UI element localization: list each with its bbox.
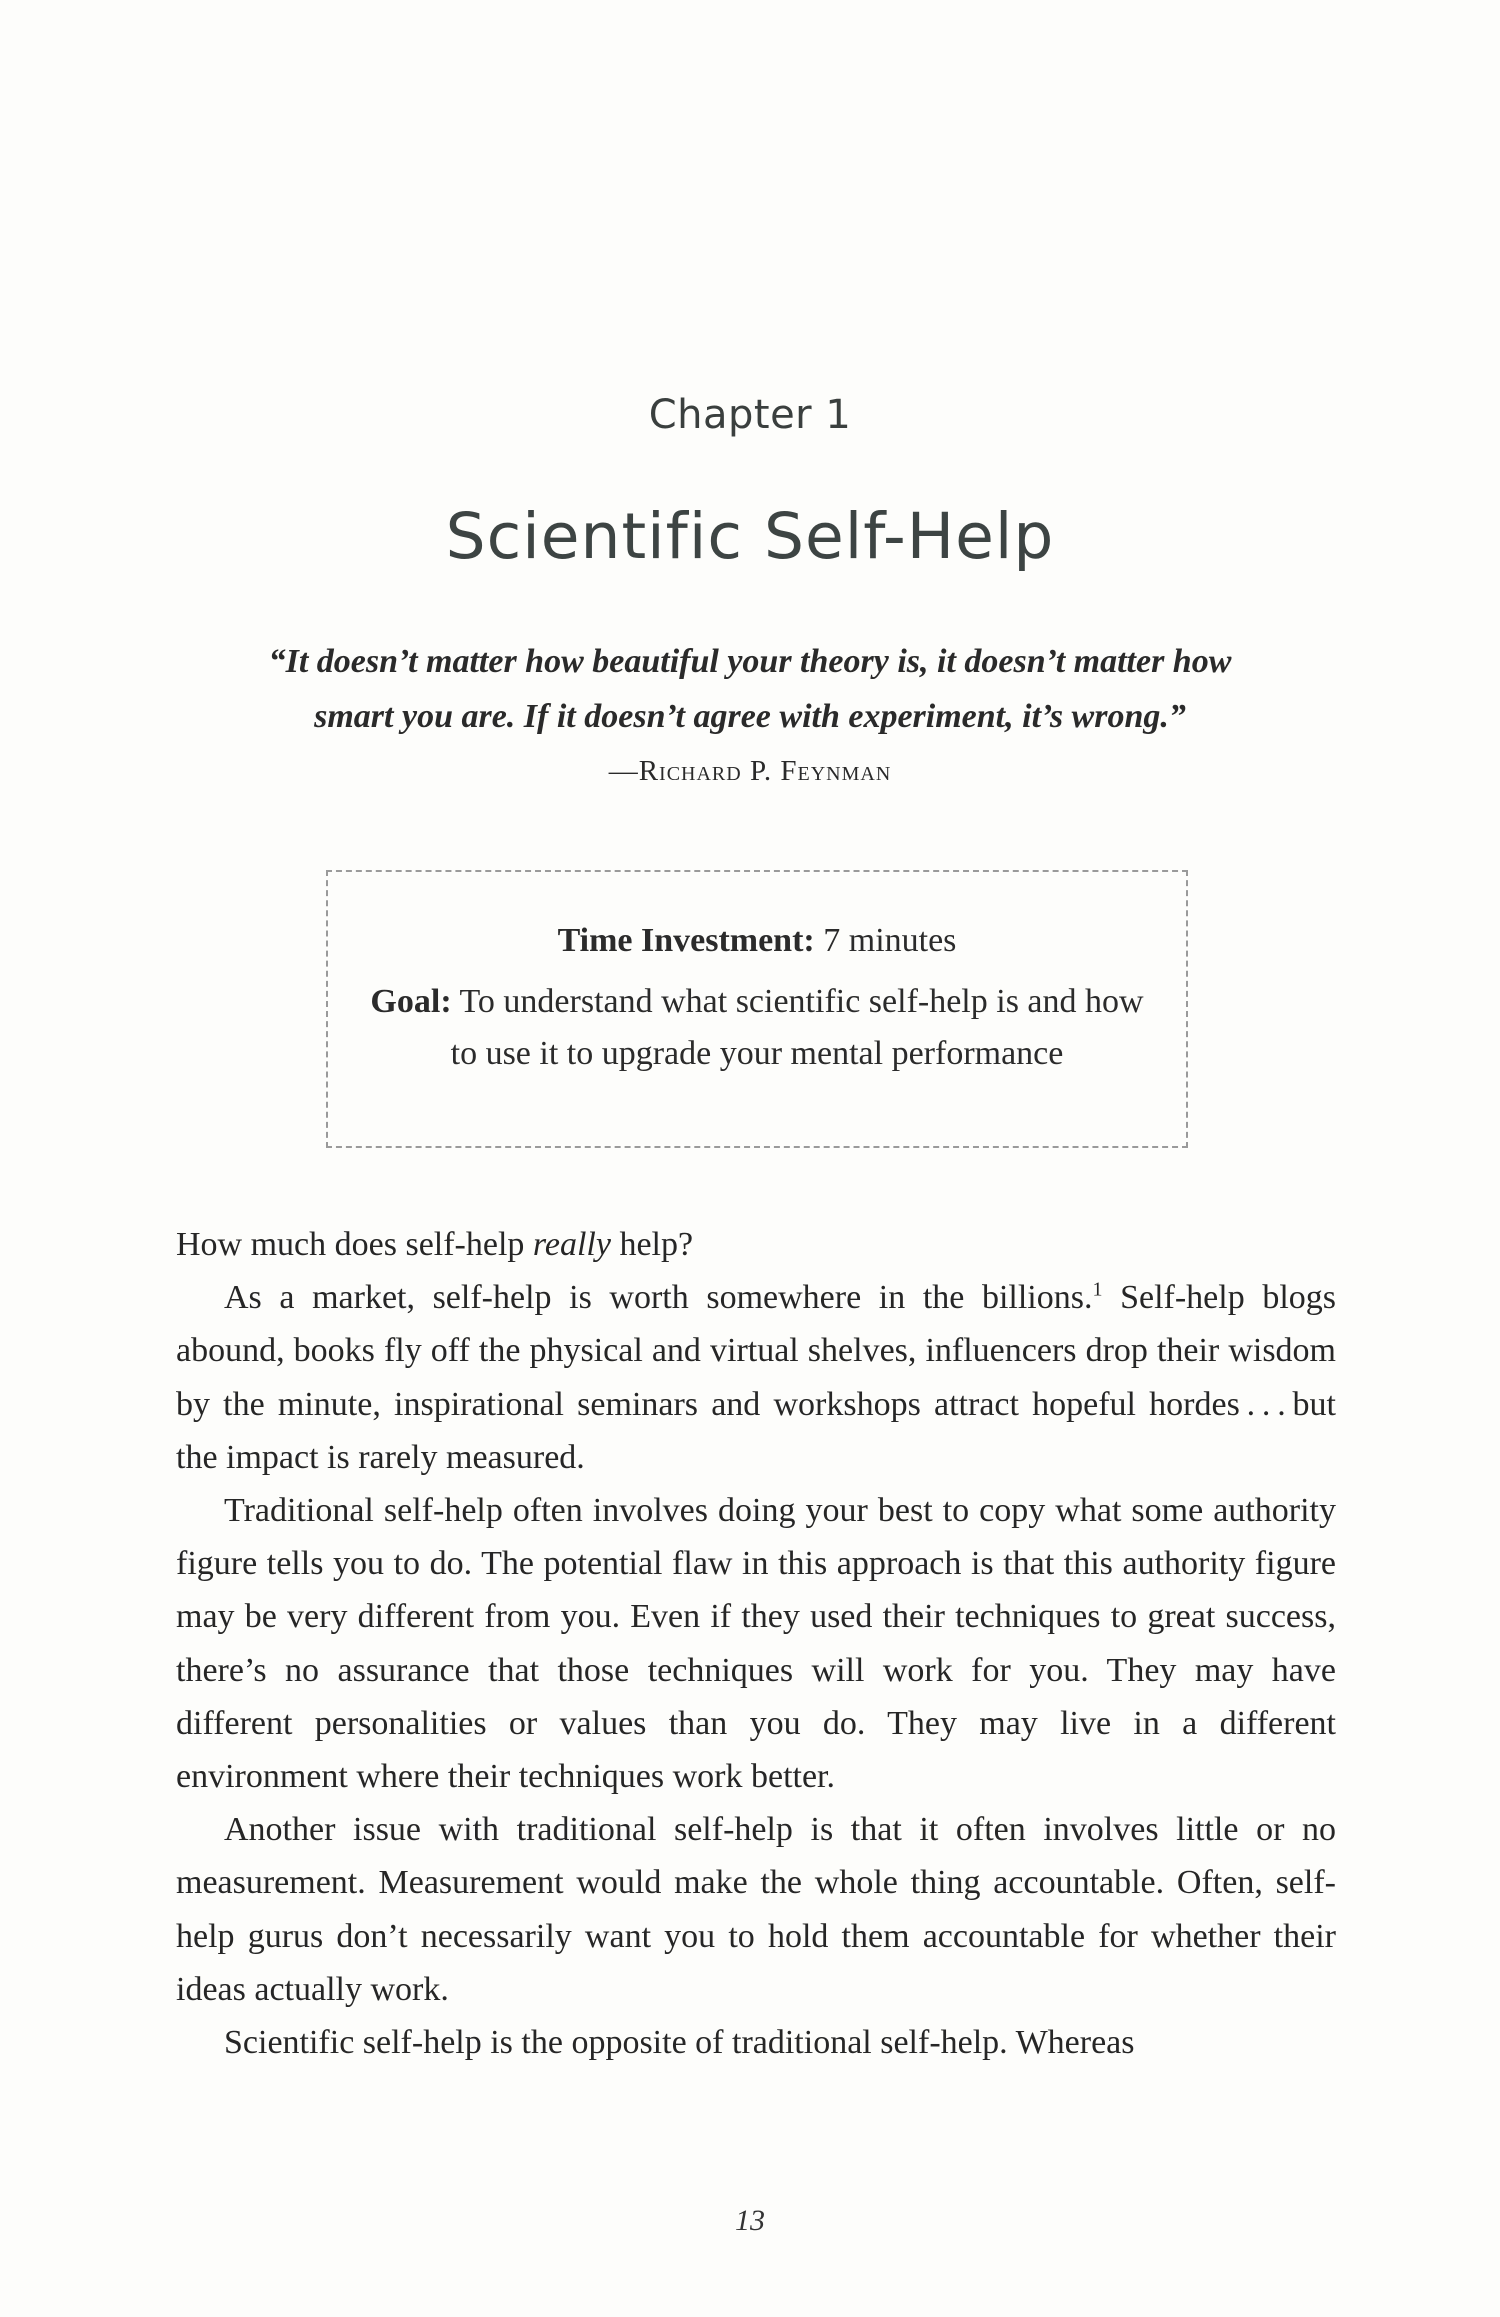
time-investment [328,922,1186,960]
chapter-label: Chapter 1 [648,392,852,438]
paragraph: Traditional self-help often involves doing your best to copy what some authority figure tells you to do. The potential flaw in this approach is that this authority figure may be very different from you. Even if they used their techniques to great success, there’s no assurance that those techniques will work for you. They may have different personalities or values than you do. They may live in a different environment where their techniques work better. [176,1492,1336,1796]
footnote-marker[interactable]: 1 [1092,1278,1103,1301]
epigraph-quote-line-1: “It doesn’t matter how beautiful your theory is, it doesn’t matter how [268,643,1232,680]
goal-text: To understand what scientific self-help is and how to use it to upgrade your mental performance [450,983,1144,1072]
goal-label: Goal: [370,983,452,1020]
body-text [176,1218,1336,2069]
paragraph: How much does self-help really help? [176,1226,694,1263]
chapter-title: Scientific Self-Help [445,500,1055,573]
epigraph-quote-line-2: smart you are. If it doesn’t agree with experiment, it’s wrong.” [314,698,1186,735]
epigraph [200,634,1300,799]
time-investment-value: 7 minutes [814,922,957,959]
paragraph: Another issue with traditional self-help is that it often involves little or no measurement. Measurement would make the whole thing accountable. Often, self-help gurus don’t necessarily want you to hold them accountable for whether their ideas actually work. [176,1811,1336,2008]
chapter-info-box [326,870,1188,1148]
emphasis: really [532,1226,611,1263]
page-number: 13 [735,2204,765,2237]
paragraph: As a market, self-help is worth somewhere in the billions.$^1$ Self-help blogs abound, books fly off the physical and virtual shelves, influencers drop their wisdom by the minute, inspirational seminars and workshops attract hopeful hordes . . . but the impact is rarely measured. [176,1278,1336,1476]
paragraph: Scientific self-help is the opposite of traditional self-help. Whereas [224,2024,1135,2062]
time-investment-label: Time Investment: [557,922,815,959]
epigraph-attribution: —Richard P. Feynman [608,755,892,787]
goal [358,976,1156,1080]
